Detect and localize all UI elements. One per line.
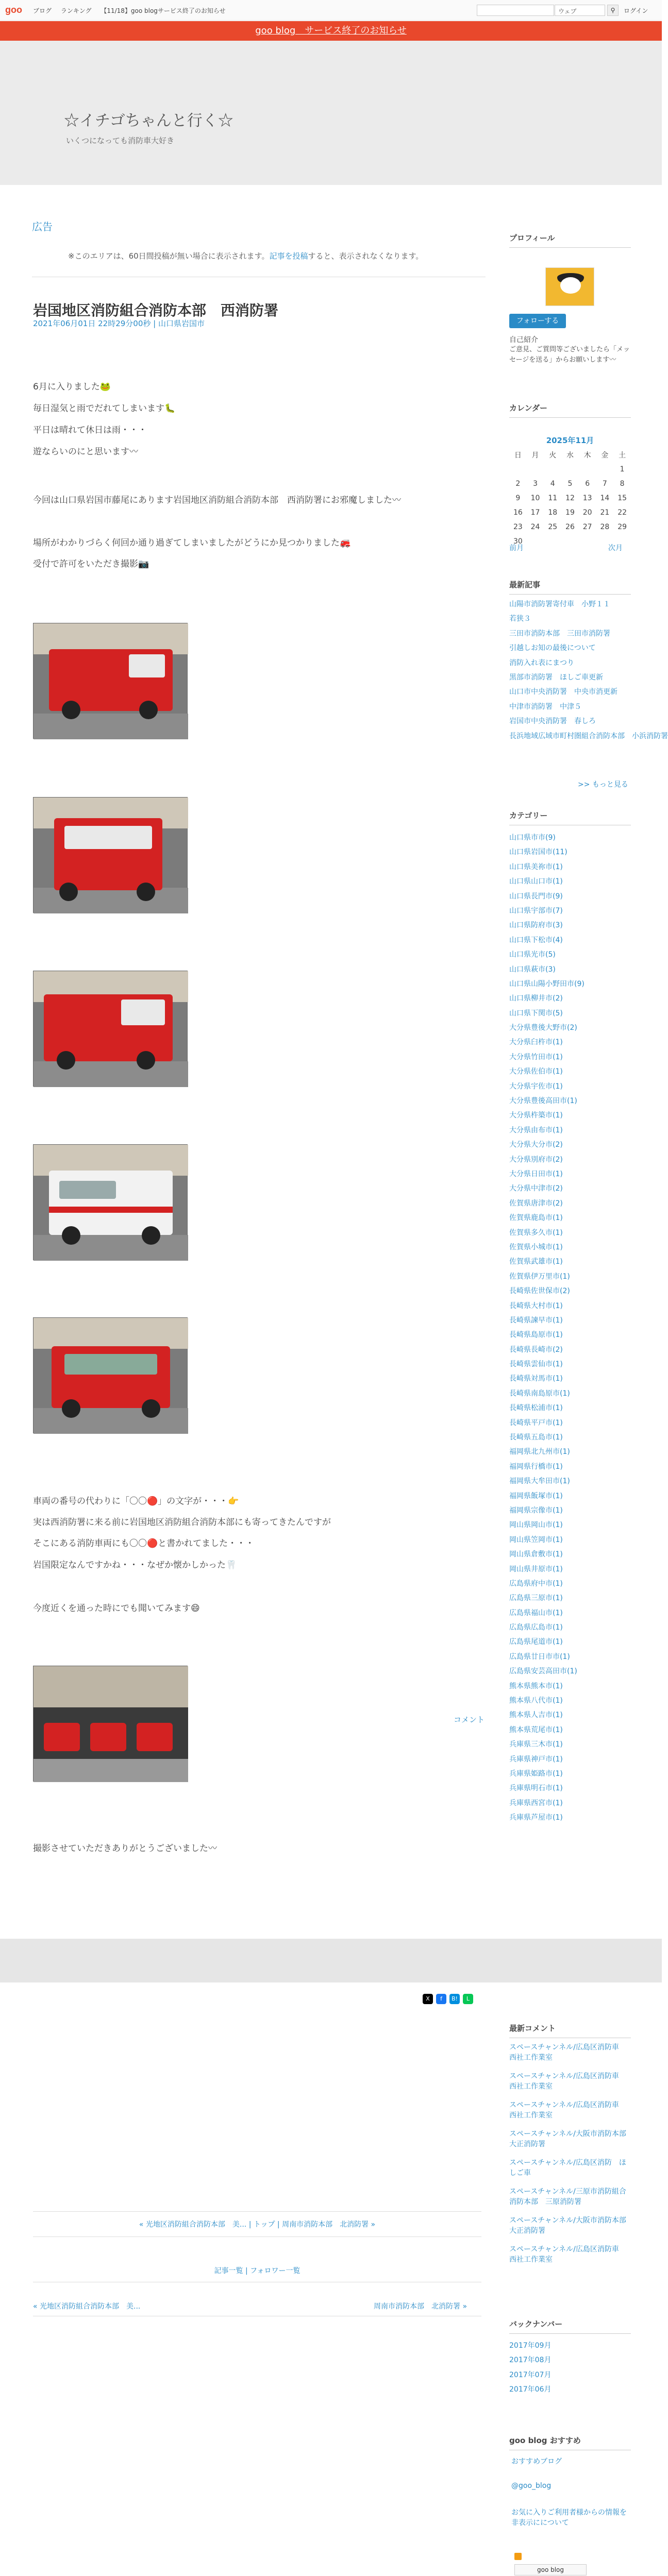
recent-item[interactable]: 消防入れ表にまつり	[509, 658, 574, 667]
profile-avatar[interactable]	[545, 267, 594, 306]
category-item[interactable]: 広島県安芸高田市(1)	[509, 1667, 577, 1676]
weekday: 水	[566, 451, 574, 460]
recent-item[interactable]: 三田市消防本部 三田市消防署	[509, 629, 610, 638]
category-item[interactable]: 熊本県八代市(1)	[509, 1697, 563, 1705]
twitter-link[interactable]: @goo_blog	[511, 2482, 552, 2490]
category-item[interactable]: 大分県日田市(1)	[509, 1170, 563, 1178]
category-heading: カテゴリー	[509, 810, 631, 825]
entry-title[interactable]: 岩国地区消防組合消防本部 西消防署	[33, 302, 279, 319]
category-item[interactable]: 長崎県対馬市(1)	[509, 1375, 563, 1383]
category-item[interactable]: 佐賀県多久市(1)	[509, 1228, 563, 1237]
goo-blog-banner[interactable]: goo blog	[514, 2564, 587, 2575]
entry-pager[interactable]: « 光地区消防組合消防本部 美... | トップ | 周南市消防本部 北消防署 »	[33, 2211, 481, 2237]
backnumber-item[interactable]: 2017年07月	[509, 2370, 552, 2379]
blog-description: いくつになっても消防車大好き	[66, 136, 175, 145]
category-item[interactable]: 山口県市市(9)	[509, 834, 556, 842]
category-item[interactable]: 大分県佐伯市(1)	[509, 1067, 563, 1076]
top-navigation-bar	[0, 0, 662, 21]
weekday: 木	[583, 451, 591, 460]
comment-item[interactable]: スペースチャンネル/広島区消防車 西社工作業室	[509, 2101, 626, 2120]
entry-meta: 2021年06月01日 22時29分00秒 | 山口県岩国市	[33, 319, 205, 328]
category-item[interactable]: 大分県杵築市(1)	[509, 1111, 563, 1120]
comment-item[interactable]: スペースチャンネル/大阪市消防本部 大正消防署	[509, 2216, 633, 2235]
entry-paragraph: 撮影させていただきありがとうございました〰	[33, 1843, 217, 1854]
entry-paragraph: 毎日湿気と雨でだれてしまいます🐛	[33, 403, 176, 414]
photo-fire-engine-3[interactable]	[33, 971, 188, 1087]
category-item[interactable]: 兵庫県明石市(1)	[509, 1784, 563, 1793]
calendar-heading: カレンダー	[509, 402, 631, 418]
osusume-heading: goo blog おすすめ	[509, 2435, 631, 2450]
category-item[interactable]: 大分県豊後大野市(2)	[509, 1024, 577, 1032]
category-item[interactable]: 兵庫県姫路市(1)	[509, 1770, 563, 1778]
photo-fire-engine-2[interactable]	[33, 797, 188, 913]
category-item[interactable]: 長崎県佐世保市(2)	[509, 1287, 570, 1296]
backnumber-item[interactable]: 2017年08月	[509, 2356, 552, 2365]
category-item[interactable]: 山口県光市(5)	[509, 951, 556, 959]
category-item[interactable]: 佐賀県伊万里市(1)	[509, 1272, 570, 1281]
category-item[interactable]: 長崎県平戸市(1)	[509, 1418, 563, 1427]
recent-item[interactable]: 黒部市消防署 ほしご車更新	[509, 673, 603, 682]
nav-link-service-end[interactable]: 【11/18】goo blogサービス終了のお知らせ	[101, 7, 226, 14]
comment-item[interactable]: スペースチャンネル/三原市消防組合消防本部 三原消防署	[509, 2188, 626, 2206]
backnumber-heading: バックナンバー	[509, 2318, 631, 2334]
category-item[interactable]: 山口県岩国市(11)	[509, 848, 567, 857]
category-item[interactable]: 長崎県雲仙市(1)	[509, 1360, 563, 1369]
info-link[interactable]: お気に入りご利用者様からの情報を非表示にについて	[511, 2509, 627, 2527]
weekday: 月	[531, 451, 539, 460]
category-item[interactable]: 山口県美祢市(1)	[509, 862, 563, 871]
entry-paragraph: 車両の番号の代わりに「〇〇🔴」の文字が・・・👉	[33, 1496, 239, 1506]
category-item[interactable]: 山口県萩市(3)	[509, 965, 556, 974]
area-note-text: ※このエリアは、60日間投稿が無い場合に表示されます。	[68, 251, 270, 261]
category-item[interactable]: 岡山県倉敷市(1)	[509, 1550, 563, 1559]
recent-item[interactable]: 山口市中央消防署 中央市消更新	[509, 688, 617, 697]
category-item[interactable]: 山口県下松市(4)	[509, 936, 563, 944]
calendar-weekdays	[509, 448, 631, 462]
service-end-notice-banner[interactable]	[0, 21, 662, 41]
category-item[interactable]: 熊本県人吉市(1)	[509, 1711, 563, 1720]
photo-ambulance[interactable]	[33, 1144, 188, 1260]
category-item[interactable]: 佐賀県武雄市(1)	[509, 1258, 563, 1266]
category-item[interactable]: 大分県豊後高田市(1)	[509, 1097, 577, 1106]
footer-band	[0, 1939, 662, 1982]
category-item[interactable]: 岡山県岡山市(1)	[509, 1521, 563, 1530]
search-input[interactable]	[477, 5, 554, 16]
recent-item[interactable]: 若狭３	[509, 615, 531, 623]
category-item[interactable]: 山口県柳井市(2)	[509, 994, 563, 1003]
recent-item[interactable]: 中津市消防署 中津５	[509, 702, 581, 711]
osusume-blog-link[interactable]: おすすめブログ	[511, 2458, 562, 2466]
entry-category-link[interactable]: 山口県岩国市	[158, 319, 205, 328]
comment-item[interactable]: スペースチャンネル/広島区消防車 西社工作業室	[509, 2043, 626, 2062]
recent-heading: 最新記事	[509, 579, 631, 595]
entry-paragraph: そこにある消防車両にも〇〇🔴と書かれてました・・・	[33, 1538, 255, 1549]
next-entry-link[interactable]: 周南市消防本部 北消防署 »	[374, 2302, 467, 2311]
category-item[interactable]: 大分県中津市(2)	[509, 1184, 563, 1193]
follow-button[interactable]: フォローする	[509, 314, 566, 328]
blog-header	[0, 41, 662, 185]
category-item[interactable]: 福岡県大牟田市(1)	[509, 1477, 570, 1486]
calendar-next-month[interactable]: 次月	[608, 544, 623, 552]
category-item[interactable]: 山口県下関市(5)	[509, 1009, 563, 1018]
nav-link-ranking[interactable]: ランキング	[60, 7, 92, 14]
category-item[interactable]: 佐賀県唐津市(2)	[509, 1199, 563, 1208]
goo-logo[interactable]: goo	[5, 5, 22, 15]
latest-comments-list	[509, 2042, 631, 2273]
prev-entry-link[interactable]: « 光地区消防組合消防本部 美...	[33, 2302, 141, 2311]
category-item[interactable]: 兵庫県西宮市(1)	[509, 1799, 563, 1807]
category-item[interactable]: 兵庫県芦屋市(1)	[509, 1814, 563, 1822]
entry-paragraph: 場所がわかりづらく何回か通り過ぎてしまいましたがどうにか見つかりました🚒	[33, 538, 351, 548]
category-item[interactable]: 山口県長門市(9)	[509, 892, 563, 901]
profile-label: 自己紹介	[509, 336, 538, 344]
inactive-area-note	[68, 250, 423, 261]
category-item[interactable]: 大分県竹田市(1)	[509, 1053, 563, 1061]
facebook-icon[interactable]: f	[436, 1994, 446, 2004]
entry-paragraph: 受付で許可をいただき撮影📷	[33, 559, 149, 569]
category-item[interactable]: 広島県尾道市(1)	[509, 1638, 563, 1647]
category-item[interactable]: 長崎県大村市(1)	[509, 1301, 563, 1310]
backnumber-item[interactable]: 2017年06月	[509, 2385, 552, 2394]
category-item[interactable]: 福岡県飯塚市(1)	[509, 1492, 563, 1500]
weekday: 土	[619, 451, 626, 460]
category-item[interactable]: 兵庫県三木市(1)	[509, 1740, 563, 1749]
profile-text: ご意見、ご質問等ございましたら「メッセージを送る」からお願いします〰	[509, 346, 630, 364]
category-item[interactable]: 大分県由布市(1)	[509, 1126, 563, 1134]
category-list	[509, 831, 631, 1825]
category-item[interactable]: 熊本県荒尾市(1)	[509, 1725, 563, 1734]
calendar-day: 1	[620, 465, 625, 473]
category-item[interactable]: 福岡県宗像市(1)	[509, 1506, 563, 1515]
category-item[interactable]: 広島県福山市(1)	[509, 1608, 563, 1617]
recent-item[interactable]: 長浜地域広域市町村圏組合消防本部 小浜消防署	[509, 732, 668, 740]
area-note-suffix: すると、表示されなくなります。	[308, 251, 424, 261]
category-item[interactable]: 大分県宇佐市(1)	[509, 1082, 563, 1091]
weekday: 金	[601, 451, 609, 460]
category-item[interactable]: 長崎県松浦市(1)	[509, 1404, 563, 1413]
rss-icon[interactable]	[514, 2553, 522, 2560]
backnumber-item[interactable]: 2017年09月	[509, 2342, 552, 2350]
category-item[interactable]: 広島県府中市(1)	[509, 1579, 563, 1588]
category-item[interactable]: 広島県廿日市市(1)	[509, 1652, 570, 1661]
category-item[interactable]: 長崎県南島原市(1)	[509, 1389, 570, 1398]
category-item[interactable]: 熊本県熊本市(1)	[509, 1682, 563, 1690]
entry-paragraph: 平日は晴れて休日は雨・・・	[33, 425, 147, 435]
recent-item[interactable]: 山陽市消防署寄付車 小野１１	[509, 600, 610, 608]
hatena-icon[interactable]: B!	[449, 1994, 460, 2004]
ad-label: 広告	[32, 221, 53, 233]
post-article-link[interactable]: 記事を投稿	[269, 251, 308, 261]
category-item[interactable]: 長崎県島原市(1)	[509, 1331, 563, 1340]
recent-item[interactable]: 岩国市中央消防署 春しろ	[509, 717, 596, 726]
calendar-month: 2025年11月	[546, 436, 594, 445]
category-item[interactable]: 岡山県井原市(1)	[509, 1565, 563, 1573]
category-item[interactable]: 長崎県長崎市(2)	[509, 1345, 563, 1354]
photo-command-car[interactable]	[33, 1317, 188, 1433]
entry-paragraph: 実は西消防署に来る前に岩国地区消防組合消防本部にも寄ってきたんですが	[33, 1517, 331, 1528]
entry-paragraph: 今回は山口県岩国市藤尾にあります岩国地区消防組合消防本部 西消防署にお邪魔しました〰	[33, 495, 401, 505]
recent-list	[509, 597, 668, 743]
search-scope-select[interactable]: ウェブ	[555, 5, 605, 16]
backnumber-list	[509, 2338, 631, 2397]
service-end-notice-text[interactable]: goo blog サービス終了のお知らせ	[255, 25, 407, 36]
entry-date[interactable]: 2021年06月01日 22時29分00秒	[33, 319, 151, 328]
comment-item[interactable]: スペースチャンネル/広島区消防 ほしご車	[509, 2159, 626, 2177]
weekday: 日	[514, 451, 522, 460]
category-item[interactable]: 福岡県行橋市(1)	[509, 1462, 563, 1471]
category-item[interactable]: 山口県宇部市(7)	[509, 906, 563, 915]
category-item[interactable]: 山口県防府市(3)	[509, 921, 563, 930]
category-item[interactable]: 広島県三原市(1)	[509, 1594, 563, 1603]
entry-paragraph: 遊ならいのにと思います〰	[33, 447, 138, 457]
category-item[interactable]: 山口県山陽小野田市(9)	[509, 979, 584, 988]
photo-fire-engine-1[interactable]	[33, 623, 188, 739]
category-item[interactable]: 大分県大分市(2)	[509, 1141, 563, 1149]
blog-title[interactable]: ☆イチゴちゃんと行く☆	[64, 112, 233, 130]
category-item[interactable]: 佐賀県鹿島市(1)	[509, 1214, 563, 1223]
nav-link-blog[interactable]: ブログ	[33, 7, 52, 14]
line-icon[interactable]: L	[463, 1994, 473, 2004]
calendar-prev-month[interactable]: 前月	[509, 544, 524, 552]
list-links[interactable]: 記事一覧 | フォロワー一覧	[33, 2259, 481, 2282]
x-icon[interactable]: X	[423, 1994, 433, 2004]
latest-comments-heading: 最新コメント	[509, 2023, 631, 2038]
category-item[interactable]: 長崎県諫早市(1)	[509, 1316, 563, 1325]
category-item[interactable]: 長崎県五島市(1)	[509, 1433, 563, 1442]
search-icon[interactable]: ⚲	[607, 5, 619, 16]
category-item[interactable]: 岡山県笠岡市(1)	[509, 1535, 563, 1544]
category-item[interactable]: 広島県広島市(1)	[509, 1623, 563, 1632]
category-item[interactable]: 大分県別府市(2)	[509, 1155, 563, 1164]
weekday: 火	[549, 451, 557, 460]
recent-more-link[interactable]: >> もっと見る	[578, 781, 628, 789]
login-link[interactable]: ログイン	[624, 7, 648, 14]
category-item[interactable]: 佐賀県小城市(1)	[509, 1243, 563, 1251]
comment-link[interactable]: コメント	[454, 1715, 485, 1724]
entry-paragraph: 今度近くを通った時にでも聞いてみます😄	[33, 1603, 200, 1614]
comment-item[interactable]: スペースチャンネル/広島区消防車 西社工作業室	[509, 2245, 626, 2264]
photo-fire-station[interactable]	[33, 1666, 188, 1782]
top-nav-links	[33, 6, 233, 15]
entry-paragraph: 岩国限定なんですかね・・・なぜか懐かしかった🦷	[33, 1560, 237, 1570]
category-item[interactable]: 兵庫県神戸市(1)	[509, 1755, 563, 1764]
entry-paragraph: 6月に入りました🐸	[33, 382, 111, 392]
category-item[interactable]: 山口県山口市(1)	[509, 877, 563, 886]
category-item[interactable]: 大分県臼杵市(1)	[509, 1038, 563, 1047]
category-item[interactable]: 福岡県北九州市(1)	[509, 1448, 570, 1456]
comment-item[interactable]: スペースチャンネル/広島区消防車 西社工作業室	[509, 2072, 626, 2091]
calendar: 日 月 火 水 木 金 土 1 2 3 4 5 6 7 8 9 10 11 12 13 14 15 16 17 18 19 20 21 22 23 24 25 26 27 28 29 30	[509, 448, 631, 549]
comment-item[interactable]: スペースチャンネル/大阪市消防本部 大正消防署	[509, 2130, 633, 2148]
recent-item[interactable]: 引越しお知の最後について	[509, 644, 596, 653]
profile-heading: プロフィール	[509, 232, 631, 248]
